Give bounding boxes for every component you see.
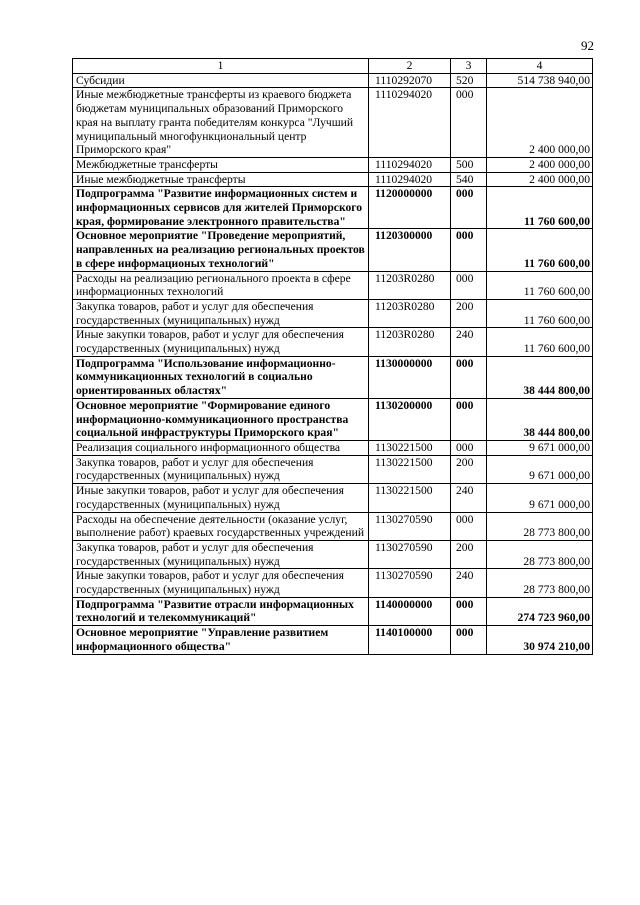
row-amount-cell: 274 723 960,00 — [487, 597, 593, 625]
row-code-cell: 1110294020 — [369, 88, 451, 158]
table-row — [73, 229, 593, 271]
row-type-cell: 500 — [451, 157, 487, 172]
table-row — [73, 484, 593, 512]
table-row — [73, 569, 593, 597]
table-row — [73, 271, 593, 299]
table-row — [73, 626, 593, 654]
table-row — [73, 299, 593, 327]
row-name-cell: Основное мероприятие "Формирование единого информационно-коммуникационного пространства социальной инфраструктуры Приморского края" — [73, 398, 369, 440]
row-type-cell: 000 — [451, 187, 487, 229]
row-code-cell: 11203R0280 — [369, 299, 451, 327]
row-name-cell: Расходы на реализацию регионального проекта в сфере информационных технологий — [73, 271, 369, 299]
table-row — [73, 398, 593, 440]
row-type-cell: 000 — [451, 88, 487, 158]
row-code-cell: 1130221500 — [369, 455, 451, 483]
row-amount-cell: 514 738 940,00 — [487, 73, 593, 88]
row-name-cell: Расходы на обеспечение деятельности (оказание услуг, выполнение работ) краевых государственных учреждений — [73, 512, 369, 540]
row-amount-cell: 11 760 600,00 — [487, 299, 593, 327]
budget-table — [72, 58, 593, 655]
header-cell-name: 1 — [73, 59, 369, 74]
row-amount-cell: 11 760 600,00 — [487, 187, 593, 229]
row-code-cell: 1130000000 — [369, 356, 451, 398]
row-code-cell: 1110294020 — [369, 157, 451, 172]
row-type-cell: 000 — [451, 440, 487, 455]
row-code-cell: 1130270590 — [369, 540, 451, 568]
row-type-cell: 000 — [451, 271, 487, 299]
row-name-cell: Иные межбюджетные трансферты — [73, 172, 369, 187]
table-row — [73, 356, 593, 398]
row-type-cell: 000 — [451, 512, 487, 540]
row-amount-cell: 11 760 600,00 — [487, 271, 593, 299]
row-type-cell: 000 — [451, 398, 487, 440]
row-type-cell: 200 — [451, 455, 487, 483]
row-amount-cell: 9 671 000,00 — [487, 484, 593, 512]
table-row — [73, 455, 593, 483]
row-name-cell: Закупка товаров, работ и услуг для обеспечения государственных (муниципальных) нужд — [73, 540, 369, 568]
row-code-cell: 1110294020 — [369, 172, 451, 187]
row-type-cell: 000 — [451, 626, 487, 654]
row-name-cell: Иные закупки товаров, работ и услуг для обеспечения государственных (муниципальных) нужд — [73, 569, 369, 597]
page-number: 92 — [581, 38, 594, 53]
row-amount-cell: 30 974 210,00 — [487, 626, 593, 654]
row-name-cell: Подпрограмма "Развитие отрасли информационных технологий и телекоммуникаций" — [73, 597, 369, 625]
row-code-cell: 1140000000 — [369, 597, 451, 625]
row-amount-cell: 2 400 000,00 — [487, 88, 593, 158]
row-code-cell: 1130221500 — [369, 484, 451, 512]
row-amount-cell: 2 400 000,00 — [487, 172, 593, 187]
row-name-cell: Иные закупки товаров, работ и услуг для обеспечения государственных (муниципальных) нужд — [73, 328, 369, 356]
row-amount-cell: 9 671 000,00 — [487, 440, 593, 455]
row-name-cell: Закупка товаров, работ и услуг для обеспечения государственных (муниципальных) нужд — [73, 455, 369, 483]
row-name-cell: Закупка товаров, работ и услуг для обеспечения государственных (муниципальных) нужд — [73, 299, 369, 327]
row-name-cell: Иные межбюджетные трансферты из краевого бюджета бюджетам муниципальных образований Приморского края на выплату гранта победителям конкурса "Лучший муниципальный многофункциональный центр Приморского края" — [73, 88, 369, 158]
table-body — [73, 73, 593, 654]
table-row — [73, 440, 593, 455]
header-cell-code: 2 — [369, 59, 451, 74]
header-cell-amount: 4 — [487, 59, 593, 74]
table-row — [73, 73, 593, 88]
row-type-cell: 000 — [451, 597, 487, 625]
row-name-cell: Основное мероприятие "Управление развитием информационного общества" — [73, 626, 369, 654]
row-amount-cell: 38 444 800,00 — [487, 356, 593, 398]
row-code-cell: 1130270590 — [369, 569, 451, 597]
table-row — [73, 597, 593, 625]
row-name-cell: Подпрограмма "Использование информационно-коммуникационных технологий в социально ориентированных областях" — [73, 356, 369, 398]
row-code-cell: 1120300000 — [369, 229, 451, 271]
row-amount-cell: 11 760 600,00 — [487, 229, 593, 271]
row-name-cell: Подпрограмма "Развитие информационных систем и информационных сервисов для жителей Приморского края, формирование электронного правительства" — [73, 187, 369, 229]
row-type-cell: 240 — [451, 328, 487, 356]
row-amount-cell: 38 444 800,00 — [487, 398, 593, 440]
row-type-cell: 540 — [451, 172, 487, 187]
row-type-cell: 240 — [451, 569, 487, 597]
row-type-cell: 200 — [451, 299, 487, 327]
row-name-cell: Субсидии — [73, 73, 369, 88]
row-type-cell: 000 — [451, 356, 487, 398]
row-name-cell: Реализация социального информационного общества — [73, 440, 369, 455]
row-name-cell: Межбюджетные трансферты — [73, 157, 369, 172]
row-name-cell: Основное мероприятие "Проведение мероприятий, направленных на реализацию региональных проектов в сфере информационых технологий" — [73, 229, 369, 271]
row-type-cell: 200 — [451, 540, 487, 568]
row-code-cell: 11203R0280 — [369, 328, 451, 356]
table-header-row — [73, 59, 593, 74]
row-amount-cell: 28 773 800,00 — [487, 512, 593, 540]
table-row — [73, 328, 593, 356]
row-code-cell: 1120000000 — [369, 187, 451, 229]
table-row — [73, 512, 593, 540]
row-code-cell: 1110292070 — [369, 73, 451, 88]
row-code-cell: 11203R0280 — [369, 271, 451, 299]
table-row — [73, 88, 593, 158]
row-type-cell: 520 — [451, 73, 487, 88]
table-row — [73, 187, 593, 229]
row-code-cell: 1130200000 — [369, 398, 451, 440]
row-code-cell: 1130270590 — [369, 512, 451, 540]
row-code-cell: 1130221500 — [369, 440, 451, 455]
row-type-cell: 240 — [451, 484, 487, 512]
header-cell-type: 3 — [451, 59, 487, 74]
table-row — [73, 540, 593, 568]
row-type-cell: 000 — [451, 229, 487, 271]
row-name-cell: Иные закупки товаров, работ и услуг для обеспечения государственных (муниципальных) нужд — [73, 484, 369, 512]
row-amount-cell: 28 773 800,00 — [487, 540, 593, 568]
row-amount-cell: 2 400 000,00 — [487, 157, 593, 172]
table-row — [73, 157, 593, 172]
row-code-cell: 1140100000 — [369, 626, 451, 654]
row-amount-cell: 11 760 600,00 — [487, 328, 593, 356]
row-amount-cell: 9 671 000,00 — [487, 455, 593, 483]
row-amount-cell: 28 773 800,00 — [487, 569, 593, 597]
table-row — [73, 172, 593, 187]
